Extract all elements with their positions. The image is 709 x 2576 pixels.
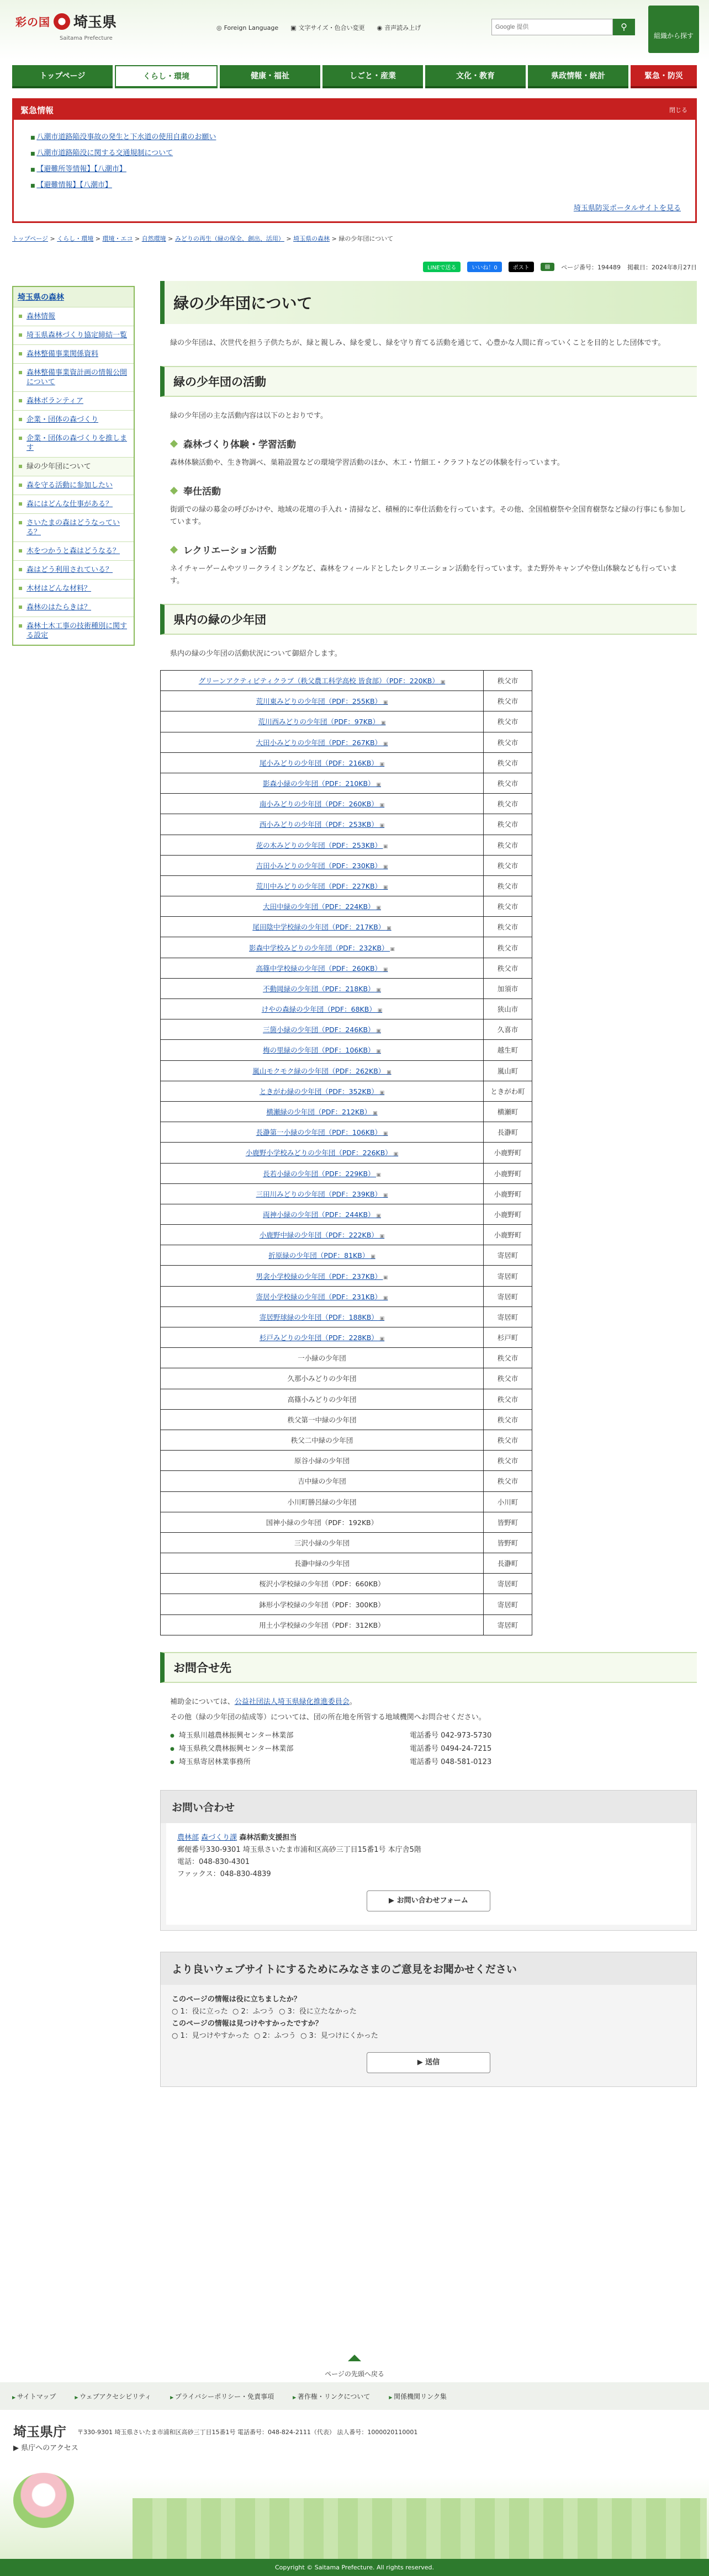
line-share-button[interactable]: LINEで送る: [423, 262, 461, 272]
municipality-cell: ときがわ町: [484, 1081, 532, 1101]
sidebar-item[interactable]: 緑の少年団について: [13, 457, 134, 476]
sidebar-item[interactable]: 森はどう利用されている？: [13, 560, 134, 579]
office-item: ● 埼玉県秩父農林振興センター林業部 電話番号 0494-24-7215: [170, 1743, 697, 1756]
group-name-cell: [161, 752, 484, 773]
group-name-cell: [161, 958, 484, 978]
table-row: [161, 1594, 532, 1614]
table-row: [161, 671, 532, 691]
table-row: [161, 896, 532, 917]
table-row: [161, 1266, 532, 1286]
group-pdf-link[interactable]: 長瀞第一小緑の少年団（PDF：106KB） ▣: [256, 1128, 388, 1136]
group-name-cell: [161, 999, 484, 1019]
page-title: 緑の少年団について: [160, 281, 697, 324]
post-date: 掲載日：2024年8月27日: [627, 263, 697, 271]
municipality-cell: 秩父市: [484, 1368, 532, 1389]
group-pdf-link[interactable]: 尾小みどりの少年団（PDF：216KB） ▣: [260, 759, 384, 767]
page-number: ページ番号：194489: [561, 263, 621, 271]
group-name-cell: [161, 711, 484, 732]
sidebar-item[interactable]: 森林ボランティア: [13, 391, 134, 410]
group-name-cell: 秩父第一中緑の少年団: [161, 1409, 484, 1430]
group-pdf-link[interactable]: 大田中緑の少年団（PDF：224KB） ▣: [263, 902, 381, 911]
table-row: [161, 1143, 532, 1163]
group-name-cell: [161, 691, 484, 711]
group-name-cell: [161, 937, 484, 958]
table-row: [161, 1040, 532, 1060]
section-heading: お問合せ先: [160, 1652, 697, 1683]
table-row: [161, 1471, 532, 1491]
group-name-cell: [161, 773, 484, 793]
municipality-cell: 杉戸町: [484, 1327, 532, 1348]
municipality-cell: 秩父市: [484, 958, 532, 978]
nav-work[interactable]: しごと・産業: [322, 65, 423, 88]
table-row: [161, 1101, 532, 1122]
table-row: [161, 1019, 532, 1040]
municipality-cell: 秩父市: [484, 1451, 532, 1471]
contact-text: 補助金については、: [170, 1697, 235, 1706]
table-row: [161, 1204, 532, 1224]
header-tools: [216, 23, 421, 32]
section-intro: 緑の少年団の主な活動内容は以下のとおりです。: [170, 412, 327, 420]
group-name-cell: [161, 1245, 484, 1266]
group-pdf-link[interactable]: 寄居野球緑の少年団（PDF：188KB） ▣: [260, 1313, 384, 1321]
sidebar: [12, 286, 135, 646]
fb-like-button[interactable]: いいね！0: [467, 262, 501, 272]
table-row: [161, 1574, 532, 1594]
group-pdf-link[interactable]: 梅の里緑の少年団（PDF：106KB） ▣: [263, 1046, 381, 1054]
group-name-cell: 鉢形小学校緑の少年団（PDF：300KB）: [161, 1594, 484, 1614]
table-row: [161, 978, 532, 998]
table-row: [161, 1553, 532, 1574]
emergency-title: 緊急情報: [20, 105, 54, 115]
search-icon: ⚲: [621, 23, 627, 32]
group-pdf-link[interactable]: 大田小みどりの少年団（PDF：267KB） ▣: [256, 739, 388, 747]
sidebar-item[interactable]: 森林整備事業関係資料: [13, 344, 134, 363]
municipality-cell: 小鹿野町: [484, 1204, 532, 1224]
sidebar-item[interactable]: 木をつかうと森はどうなる？: [13, 541, 134, 560]
crumb-link[interactable]: くらし・環境: [57, 235, 94, 242]
sub-text: ネイチャーゲームやツリークライミングなど、森林をフィールドとしたレクリエーション活動を行っています。また野外キャンプや登山体験なども行っています。: [170, 565, 678, 585]
table-row: [161, 711, 532, 732]
voice-link[interactable]: ◉ 音声読み上げ: [377, 24, 421, 31]
municipality-cell: 加須市: [484, 978, 532, 998]
group-name-cell: [161, 1225, 484, 1245]
sub-text: 街頭での緑の募金の呼びかけや、地域の花壇の手入れ・清掃など、積極的に奉仕活動を行っています。その他、全国植樹祭や全国育樹祭など緑の行事にも参加しています。: [170, 506, 686, 526]
nav-culture[interactable]: 文化・教育: [425, 65, 526, 88]
q1-option[interactable]: ○ 3：役に立たなかった: [279, 2007, 357, 2016]
sub-text: 森林体験活動や、生き物調べ、巣箱設置などの環境学習活動のほか、木工・竹細工・クラフトなどの体験を行っています。: [170, 459, 564, 467]
table-row: [161, 752, 532, 773]
q2-option[interactable]: ○ 2：ふつう: [254, 2031, 296, 2040]
inquiry-tel: 電話：048-830-4301: [177, 1857, 250, 1866]
q2-label: このページの情報は見つけやすかったですか？: [172, 2019, 322, 2028]
municipality-cell: 秩父市: [484, 855, 532, 875]
group-pdf-link[interactable]: 影森中学校みどりの少年団（PDF：232KB） ▣: [249, 944, 395, 952]
municipality-cell: 秩父市: [484, 875, 532, 896]
group-name-cell: 三沢小緑の少年団: [161, 1532, 484, 1553]
sub-heading: レクリエーション活動: [171, 543, 697, 556]
table-row: [161, 1348, 532, 1368]
table-row: [161, 1532, 532, 1553]
kobaton-mark-icon: [54, 13, 70, 30]
municipality-cell: 嵐山町: [484, 1060, 532, 1081]
table-row: [161, 1491, 532, 1512]
group-pdf-link[interactable]: 男衾小学校緑の少年団（PDF：237KB） ▣: [256, 1272, 388, 1281]
nav-top[interactable]: トップページ: [12, 65, 113, 88]
municipality-cell: 寄居町: [484, 1266, 532, 1286]
group-pdf-link[interactable]: 荒川東みどりの少年団（PDF：255KB） ▣: [256, 697, 388, 705]
table-row: [161, 855, 532, 875]
table-row: [161, 773, 532, 793]
municipality-cell: 秩父市: [484, 671, 532, 691]
group-name-cell: [161, 1122, 484, 1143]
group-name-cell: 原谷小緑の少年団: [161, 1451, 484, 1471]
print-icon[interactable]: ▤: [541, 263, 554, 271]
main-content: [160, 262, 697, 2087]
search-input[interactable]: [491, 19, 613, 35]
group-pdf-link[interactable]: 両神小緑の少年団（PDF：244KB） ▣: [263, 1210, 381, 1219]
sidebar-item[interactable]: 森林情報: [13, 307, 134, 326]
sidebar-item[interactable]: 森林のはたらきは？: [13, 598, 134, 617]
contact-text: その他（緑の少年団の結成等）については、団の所在地を所管する地域機関へお問合せください。: [170, 1713, 486, 1722]
feedback-form: [160, 1952, 697, 2087]
group-name-cell: [161, 1019, 484, 1040]
cityscape-illustration: [133, 2498, 707, 2559]
group-name-cell: 国神小緑の少年団（PDF：192KB）: [161, 1512, 484, 1532]
q1-option[interactable]: ○ 1：役に立った: [172, 2007, 228, 2016]
municipality-cell: 秩父市: [484, 1409, 532, 1430]
sidebar-item[interactable]: さいたまの森はどうなっている？: [13, 513, 134, 541]
table-row: [161, 937, 532, 958]
municipality-cell: 秩父市: [484, 773, 532, 793]
group-name-cell: [161, 1081, 484, 1101]
group-name-cell: 高篠小みどりの少年団: [161, 1389, 484, 1409]
table-row: [161, 1512, 532, 1532]
group-pdf-link[interactable]: 西小みどりの少年団（PDF：253KB） ▣: [260, 820, 384, 828]
site-header: [0, 0, 709, 81]
group-name-cell: [161, 1040, 484, 1060]
group-name-cell: [161, 1266, 484, 1286]
access-link[interactable]: ▶ 県庁へのアクセス: [13, 2444, 78, 2452]
table-row: [161, 1389, 532, 1409]
search-button[interactable]: [613, 19, 635, 35]
table-row: [161, 1430, 532, 1450]
municipality-cell: 皆野町: [484, 1532, 532, 1553]
contact-section: [160, 1652, 697, 1769]
emergency-link[interactable]: 八潮市道路陥没に関する交通規制について: [36, 149, 173, 157]
footer-link[interactable]: ▶ 著作権・リンクについて: [293, 2392, 370, 2401]
inquiry-title: お問い合わせ: [161, 1791, 696, 1823]
table-row: [161, 835, 532, 855]
feedback-title: より良いウェブサイトにするためにみなさまのご意見をお聞かせください: [161, 1952, 696, 1985]
group-pdf-link[interactable]: 嵐山モクモク緑の少年団（PDF：262KB） ▣: [252, 1067, 391, 1075]
site-search: [491, 19, 635, 35]
site-logo[interactable]: [15, 11, 117, 41]
footer-link[interactable]: ▶ サイトマップ: [12, 2392, 56, 2401]
table-row: [161, 1306, 532, 1327]
inquiry-fax: ファックス：048-830-4839: [177, 1869, 271, 1878]
municipality-cell: 秩父市: [484, 814, 532, 835]
municipality-cell: 小鹿野町: [484, 1163, 532, 1183]
logo-pref: 埼玉県: [73, 14, 117, 31]
group-name-cell: [161, 875, 484, 896]
municipality-cell: 秩父市: [484, 835, 532, 855]
municipality-cell: 越生町: [484, 1040, 532, 1060]
emergency-link[interactable]: 【避難情報】【八潮市】: [36, 181, 112, 189]
x-post-button[interactable]: ポスト: [509, 262, 534, 272]
group-name-cell: [161, 1183, 484, 1204]
group-name-cell: 用土小学校緑の少年団（PDF：312KB）: [161, 1614, 484, 1635]
back-to-top-link[interactable]: ページの先頭へ戻る: [0, 2349, 709, 2382]
group-name-cell: 一小緑の少年団: [161, 1348, 484, 1368]
group-pdf-link[interactable]: 小鹿野小学校みどりの少年団（PDF：226KB） ▣: [246, 1149, 398, 1157]
municipality-cell: 寄居町: [484, 1245, 532, 1266]
table-row: [161, 1245, 532, 1266]
group-pdf-link[interactable]: 荒川中みどりの少年団（PDF：227KB） ▣: [256, 882, 388, 890]
group-pdf-link[interactable]: 荒川西みどりの少年団（PDF：97KB） ▣: [258, 718, 386, 726]
nav-health[interactable]: 健康・福祉: [220, 65, 320, 88]
group-name-cell: [161, 1101, 484, 1122]
crumb-link[interactable]: 埼玉県の森林: [293, 235, 330, 242]
municipality-cell: 狭山市: [484, 999, 532, 1019]
group-pdf-link[interactable]: 長若小緑の少年団（PDF：229KB） ▣: [263, 1170, 381, 1178]
group-name-cell: [161, 917, 484, 937]
group-name-cell: [161, 1204, 484, 1224]
municipality-cell: 秩父市: [484, 1348, 532, 1368]
sidebar-item[interactable]: 森を守る活動に参加したい: [13, 476, 134, 495]
org-search-button[interactable]: 組織から探す: [648, 6, 699, 53]
foreign-language-link[interactable]: ◎ Foreign Language: [216, 24, 279, 31]
sub-heading: 奉仕活動: [171, 484, 697, 497]
table-row: [161, 1327, 532, 1348]
table-row: [161, 1060, 532, 1081]
group-pdf-link[interactable]: 杉戸みどりの少年団（PDF：228KB） ▣: [260, 1334, 384, 1342]
municipality-cell: 小鹿野町: [484, 1143, 532, 1163]
group-name-cell: 秩父二中緑の少年団: [161, 1430, 484, 1450]
crumb-current: 緑の少年団について: [338, 235, 394, 242]
municipality-cell: 小川町: [484, 1491, 532, 1512]
table-row: [161, 814, 532, 835]
municipality-cell: 寄居町: [484, 1614, 532, 1635]
group-pdf-link[interactable]: 南小みどりの少年団（PDF：260KB） ▣: [260, 800, 384, 808]
group-name-cell: 久那小みどりの少年団: [161, 1368, 484, 1389]
municipality-cell: 秩父市: [484, 691, 532, 711]
sidebar-item[interactable]: 森林整備事業資計画の情報公開について: [13, 363, 134, 391]
copyright: Copyright © Saitama Prefecture. All rights reserved.: [0, 2559, 709, 2576]
municipality-cell: 寄居町: [484, 1574, 532, 1594]
team-name: 森林活動支援担当: [239, 1833, 297, 1842]
crumb-link[interactable]: 自然環境: [141, 235, 166, 242]
office-item: ● 埼玉県寄居林業事務所 電話番号 048-581-0123: [170, 1756, 697, 1769]
sub-heading: 森林づくり体験・学習活動: [171, 437, 697, 450]
table-row: [161, 1183, 532, 1204]
table-row: [161, 1409, 532, 1430]
group-name-cell: [161, 794, 484, 814]
group-pdf-link[interactable]: けやの森緑の少年団（PDF：68KB） ▣: [262, 1005, 382, 1013]
sidebar-item[interactable]: 企業・団体の森づくり: [13, 410, 134, 429]
table-row: [161, 1081, 532, 1101]
group-name-cell: [161, 1286, 484, 1306]
logo-en: Saitama Prefecture: [60, 35, 113, 41]
group-name-cell: [161, 1327, 484, 1348]
table-row: [161, 1286, 532, 1306]
inquiry-address: 郵便番号330-9301 埼玉県さいたま市浦和区高砂三丁目15番1号 本庁舎5階: [177, 1845, 421, 1854]
logo-text: 彩の国: [15, 15, 50, 29]
table-row: [161, 1368, 532, 1389]
sidebar-item[interactable]: 森林土木工事の技術種別に関する設定: [13, 617, 134, 645]
sidebar-item[interactable]: 森にはどんな仕事がある？: [13, 495, 134, 513]
municipality-cell: 寄居町: [484, 1306, 532, 1327]
municipality-cell: 秩父市: [484, 1430, 532, 1450]
nav-living[interactable]: くらし・環境: [115, 65, 218, 88]
section-intro: 県内の緑の少年団の活動状況について御紹介します。: [170, 650, 342, 658]
emergency-link[interactable]: 八潮市道路陥没事故の発生と下水道の使用自粛のお願い: [36, 133, 216, 141]
group-name-cell: [161, 1306, 484, 1327]
municipality-cell: 秩父市: [484, 732, 532, 752]
group-name-cell: [161, 671, 484, 691]
submit-button[interactable]: ▶ 送信: [367, 2052, 490, 2073]
municipality-cell: 長瀞町: [484, 1122, 532, 1143]
municipality-cell: 小鹿野町: [484, 1225, 532, 1245]
global-nav: [12, 65, 697, 88]
municipality-cell: 寄居町: [484, 1286, 532, 1306]
footer-link[interactable]: ▶ プライバシーポリシー・免責事項: [170, 2392, 274, 2401]
q2-option[interactable]: ○ 3：見つけにくかった: [300, 2031, 378, 2040]
municipality-cell: 秩父市: [484, 917, 532, 937]
table-row: [161, 794, 532, 814]
municipality-cell: 久喜市: [484, 1019, 532, 1040]
inquiry-form-button[interactable]: ▶ お問い合わせフォーム: [367, 1890, 490, 1911]
group-name-cell: [161, 732, 484, 752]
group-name-cell: 長瀞中緑の少年団: [161, 1553, 484, 1574]
table-row: [161, 1122, 532, 1143]
municipality-cell: 秩父市: [484, 937, 532, 958]
table-row: [161, 1614, 532, 1635]
table-row: [161, 1225, 532, 1245]
nav-admin[interactable]: 県政情報・統計: [528, 65, 628, 88]
group-pdf-link[interactable]: 三箇小緑の少年団（PDF：246KB） ▣: [263, 1026, 381, 1034]
group-name-cell: 桜沢小学校緑の少年団（PDF：660KB）: [161, 1574, 484, 1594]
municipality-cell: 長瀞町: [484, 1553, 532, 1574]
group-pdf-link[interactable]: 不動岡緑の少年団（PDF：218KB） ▣: [263, 985, 381, 993]
site-footer: [0, 2410, 709, 2559]
sidebar-item[interactable]: 木材はどんな材料？: [13, 579, 134, 598]
table-row: [161, 732, 532, 752]
group-pdf-link[interactable]: 横瀬緑の少年団（PDF：212KB） ▣: [266, 1108, 377, 1116]
municipality-cell: 横瀬町: [484, 1101, 532, 1122]
municipality-cell: 秩父市: [484, 896, 532, 917]
q1-option[interactable]: ○ 2：ふつう: [232, 2007, 274, 2016]
municipality-cell: 寄居町: [484, 1594, 532, 1614]
municipality-cell: 秩父市: [484, 1471, 532, 1491]
q2-option[interactable]: ○ 1：見つけやすかった: [172, 2031, 250, 2040]
crumb-link[interactable]: トップページ: [12, 235, 49, 242]
group-pdf-link[interactable]: 花の木みどりの少年団（PDF：253KB） ▣: [256, 841, 388, 849]
group-name-cell: 小川町勝呂緑の少年団: [161, 1491, 484, 1512]
table-row: [161, 999, 532, 1019]
disaster-portal-link[interactable]: 埼玉県防災ポータルサイトを見る: [573, 204, 681, 213]
inquiry-box: [160, 1790, 697, 1931]
municipality-cell: 秩父市: [484, 794, 532, 814]
group-name-cell: 吉中緑の少年団: [161, 1471, 484, 1491]
group-name-cell: [161, 835, 484, 855]
footer-links: [0, 2382, 709, 2410]
footer-link[interactable]: ▶ ウェブアクセシビリティ: [75, 2392, 151, 2401]
crumb-link[interactable]: 環境・エコ: [102, 235, 133, 242]
municipality-cell: 秩父市: [484, 1389, 532, 1409]
group-pdf-link[interactable]: 三田川みどりの少年団（PDF：239KB） ▣: [256, 1190, 388, 1198]
group-pdf-link[interactable]: 寄居小学校緑の少年団（PDF：231KB） ▣: [256, 1293, 388, 1301]
municipality-cell: 皆野町: [484, 1512, 532, 1532]
table-row: [161, 1451, 532, 1471]
table-row: [161, 875, 532, 896]
emergency-close-button[interactable]: 閉じる: [669, 107, 687, 114]
section-heading: 緑の少年団の活動: [160, 366, 697, 397]
emergency-box: [12, 98, 697, 223]
group-pdf-link[interactable]: 影森小緑の少年団（PDF：210KB） ▣: [263, 779, 381, 788]
section-link[interactable]: 森づくり課: [201, 1833, 237, 1842]
municipality-cell: 秩父市: [484, 711, 532, 732]
groups-table: [160, 670, 532, 1635]
sidebar-title[interactable]: 埼玉県の森林: [13, 287, 134, 307]
q1-label: このページの情報は役に立ちましたか？: [172, 1995, 301, 2004]
group-name-cell: [161, 1163, 484, 1183]
group-pdf-link[interactable]: ときがわ緑の少年団（PDF：352KB） ▣: [260, 1087, 384, 1096]
share-bar: [160, 262, 697, 278]
table-row: [161, 691, 532, 711]
footer-name: 埼玉県庁: [13, 2424, 66, 2440]
municipality-cell: 秩父市: [484, 752, 532, 773]
group-pdf-link[interactable]: 折原緑の少年団（PDF：81KB） ▣: [268, 1251, 375, 1260]
group-pdf-link[interactable]: 高篠中学校緑の少年団（PDF：260KB） ▣: [256, 964, 388, 973]
section-heading: 県内の緑の少年団: [160, 604, 697, 635]
breadcrumb: トップページ > くらし・環境 > 環境・エコ > 自然環境 > みどりの再生（緑の保全、創出、活用） > 埼玉県の森林 > 緑の少年団について: [12, 235, 394, 242]
crumb-link[interactable]: みどりの再生（緑の保全、創出、活用）: [174, 235, 284, 242]
greening-committee-link[interactable]: 公益社団法人埼玉県緑化推進委員会: [234, 1697, 350, 1706]
group-pdf-link[interactable]: グリーンアクティビティクラブ（秩父農工科学高校 皆食部）（PDF：220KB） ▣: [199, 677, 445, 685]
office-item: ● 埼玉県川越農林振興センター林業部 電話番号 042-973-5730: [170, 1729, 697, 1743]
group-name-cell: [161, 814, 484, 835]
table-row: [161, 917, 532, 937]
table-row: [161, 1163, 532, 1183]
contact-text: 。: [349, 1697, 357, 1706]
nav-emergency[interactable]: 緊急・防災: [631, 65, 697, 88]
group-pdf-link[interactable]: 尾田陰中学校緑の少年団（PDF：217KB） ▣: [252, 923, 391, 931]
sidebar-item[interactable]: 企業・団体の森づくりを推します: [13, 429, 134, 457]
group-name-cell: [161, 1143, 484, 1163]
municipality-cell: 小鹿野町: [484, 1183, 532, 1204]
footer-address: 〒330-9301 埼玉県さいたま市浦和区高砂三丁目15番1号 電話番号：048-824-2111（代表） 法人番号：1000020110001: [77, 2429, 418, 2436]
group-name-cell: [161, 855, 484, 875]
group-pdf-link[interactable]: 吉田小みどりの少年団（PDF：230KB） ▣: [256, 862, 388, 870]
page-intro: 緑の少年団は、次世代を担う子供たちが、緑と親しみ、緑を愛し、緑を守り育てる活動を通じて、心豊かな人間に育っていくことを目的とした団体です。: [170, 339, 665, 347]
footer-link[interactable]: ▶ 関係機関リンク集: [389, 2392, 446, 2401]
group-pdf-link[interactable]: 小鹿野中緑の少年団（PDF：222KB） ▣: [260, 1231, 384, 1239]
dept-link[interactable]: 農林部: [177, 1833, 199, 1842]
sidebar-item[interactable]: 埼玉県森林づくり協定締結一覧: [13, 326, 134, 344]
group-name-cell: [161, 896, 484, 917]
group-name-cell: [161, 1060, 484, 1081]
table-row: [161, 958, 532, 978]
kobaton-mascot-icon: [13, 2473, 74, 2528]
font-size-link[interactable]: ▣ 文字サイズ・色合い変更: [290, 24, 365, 31]
group-name-cell: [161, 978, 484, 998]
emergency-link[interactable]: 【避難所等情報】【八潮市】: [36, 165, 126, 173]
